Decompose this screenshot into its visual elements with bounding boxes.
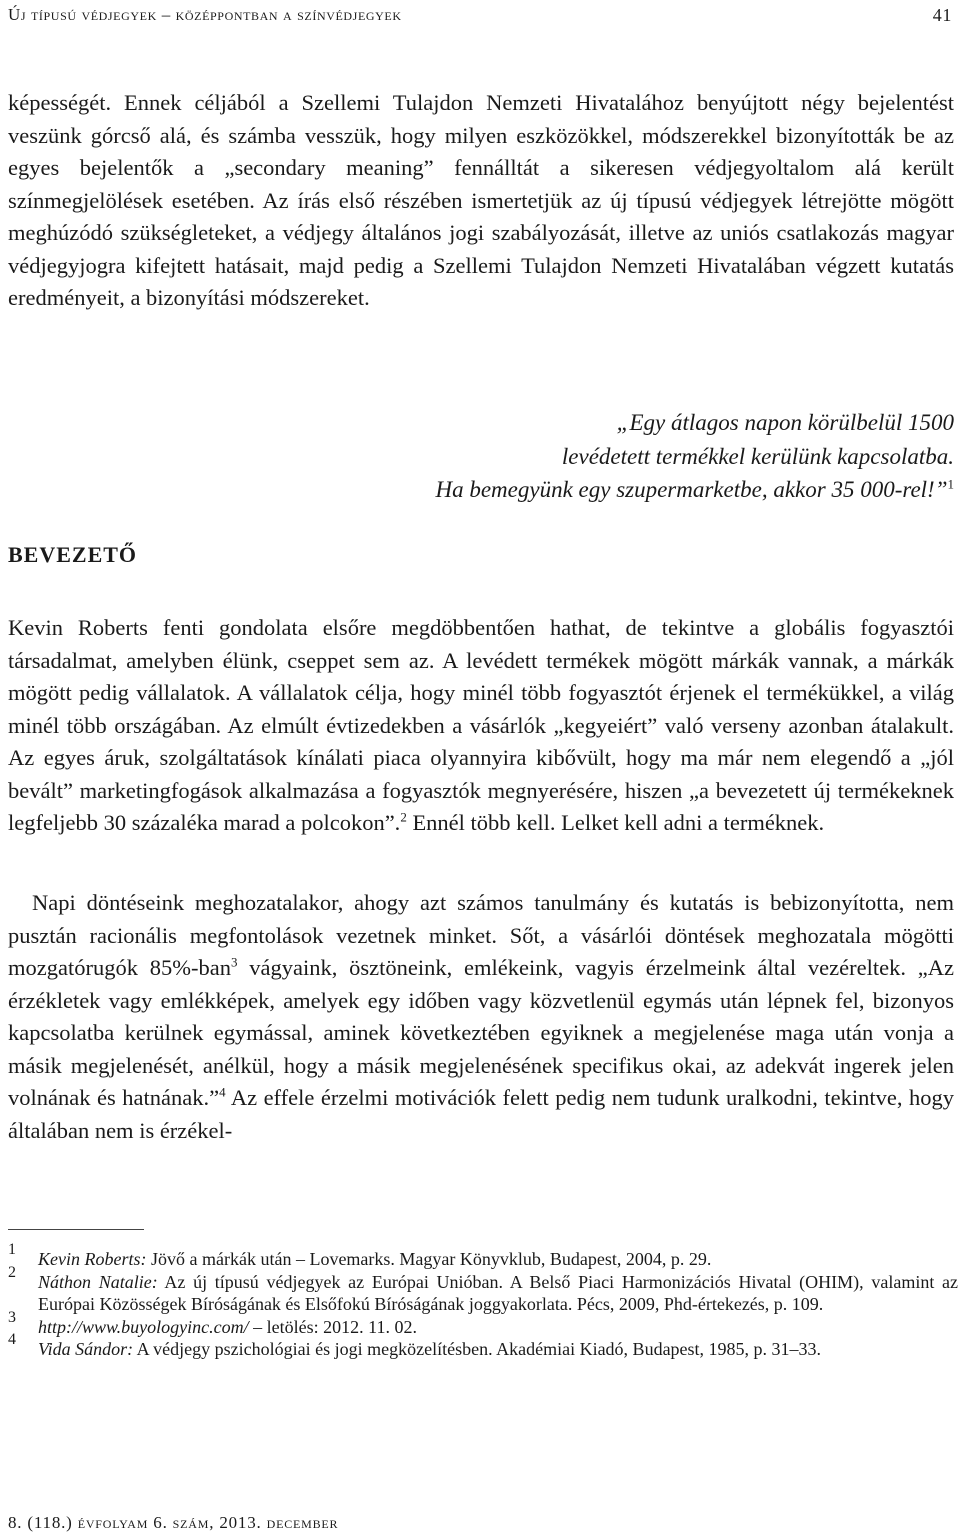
epigraph-line: levédetett termékkel kerülünk kapcsolatba. — [561, 443, 954, 469]
footnote-divider — [8, 1229, 144, 1230]
footnote-ref: 1 — [947, 476, 954, 492]
footnote-body: A védjegy pszichológiai és jogi megközelítésben. Akadémiai Kiadó, Budapest, 1985, p. 31–33. — [133, 1339, 822, 1359]
footnote-number: 2 — [8, 1263, 16, 1281]
section-heading: BEVEZETŐ — [8, 542, 138, 567]
footnote-text — [38, 1248, 958, 1271]
footnote-body: – letölés: 2012. 11. 02. — [248, 1316, 417, 1337]
footnote-link[interactable]: http://www.buyologyinc.com/ — [38, 1316, 249, 1337]
paragraph-text: Ennél több kell. Lelket kell adni a terméknek. — [406, 810, 825, 835]
running-header — [8, 2, 952, 28]
paragraph-text: vágyaink, ösztöneink, emlékeink, vagyis érzelmeink által vezéreltek. „Az érzékletek vagy emlékképek, amelyek egy időben vagy közvetlenül egymás után lépnek fel, bizonyos kapcsolatba kerülnek egymással, aminek következtében egyiknek a megjelenése maga után vonja a másik megjelenését, anélkül, hogy a másik megjelenésének specifikus okai, az adekvát ingerek jelen volnának és hatnának.” — [8, 955, 954, 1110]
footnote-number: 4 — [8, 1331, 16, 1348]
paragraph-text: Kevin Roberts fenti gondolata elsőre megdöbbentően hathat, de tekintve a globális fogyasztói társadalmat, amelyben élünk, cseppet sem az. A levédett termékek mögött márkák vannak, a márkák mögött pedig vállalatok. A vállalatok célja, hogy minél több fogyasztót érjenek el termékükkel, a világ minél több országában. Az elmúlt évtizedekben a vásárlók „kegyeiért” való verseny azonban átalakult. Az egyes áruk, szolgáltatások kínálati piaca olyannyira kibővült, hogy ma már nem elegendő a „jól bevált” marketingfogások alkalmazása a fogyasztók megnyerésére, hiszen „a bevezetett új termékeknek legfeljebb 30 százaléka marad a polcokon”. — [8, 615, 954, 835]
page-footer: 8. (118.) évfolyam 6. szám, 2013. december — [8, 1513, 339, 1532]
footnote-number: 3 — [8, 1308, 16, 1326]
footnote-author: Náthon Natalie: — [38, 1271, 158, 1292]
epigraph-quote — [314, 406, 954, 507]
footnote-ref: 4 — [219, 1084, 226, 1100]
footnote-body: Az új típusú védjegyek az Európai Unióban. A Belső Piaci Harmonizációs Hivatal (OHIM), valamint az Európai Közösségek Bíróságának és Elsőfokú Bíróságának joggyakorlata. Pécs, 2009, Phd-értekezés, p. 109. — [38, 1271, 958, 1314]
body-paragraph — [8, 612, 954, 840]
footnote-text — [38, 1338, 958, 1361]
footnote-ref: 3 — [230, 954, 238, 970]
intro-paragraph: képességét. Ennek céljából a Szellemi Tulajdon Nemzeti Hivatalához benyújtott négy bejelentést veszünk górcső alá, és számba vesszük, hogy milyen eszközökkel, módszerekkel bizonyították be az egyes bejelentők a „secondary meaning” fennálltát a sikeresen védjegyoltalom alá került színmegjelölések esetében. Az írás első részében ismertetjük az új típusú védjegyek létrejötte mögött meghúzódó szükségleteket, a védjegy általános jogi szabályozását, illetve az uniós csatlakozás magyar védjegyjogra kifejtett hatásait, majd pedig a Szellemi Tulajdon Nemzeti Hivatalában végzett kutatás eredményeit, a bizonyítási módszereket. — [8, 90, 954, 310]
footnote-text — [38, 1271, 958, 1316]
epigraph-line: „Egy átlagos napon körülbelül 1500 — [616, 410, 954, 435]
footnote — [8, 1263, 958, 1316]
footnote — [8, 1241, 958, 1271]
footnotes — [8, 1241, 958, 1361]
footnote-ref: 2 — [400, 809, 407, 825]
paragraph-text: Napi döntéseink meghozatalakor, ahogy azt számos tanulmány és kutatás is bebizonyította, nem pusztán racionális megfontolások vezetnek minket. Sőt, a vásárlói döntések meghozatala mögötti mozgatórugók 85%-ban — [8, 890, 954, 980]
running-title: Új típusú védjegyek – középpontban a színvédjegyek — [8, 5, 402, 24]
footnote-author: Kevin Roberts: — [38, 1249, 147, 1269]
footnote-author: Vida Sándor: — [38, 1339, 134, 1359]
page-number: 41 — [932, 4, 952, 25]
footnote-text — [38, 1316, 958, 1339]
epigraph-line — [314, 473, 954, 507]
footnote — [8, 1308, 958, 1339]
paragraph-text: Az effele érzelmi motivációk felett pedig nem tudunk uralkodni, tekintve, hogy általában nem is érzékel- — [8, 1085, 955, 1143]
footnote — [8, 1331, 958, 1361]
footnote-number: 1 — [8, 1241, 16, 1258]
body-paragraph — [8, 887, 954, 1147]
epigraph-line-text: Ha bemegyünk egy szupermarketbe, akkor 35 000-rel!” — [435, 477, 948, 502]
footnote-body: Jövő a márkák után – Lovemarks. Magyar Könyvklub, Budapest, 2004, p. 29. — [146, 1249, 712, 1269]
